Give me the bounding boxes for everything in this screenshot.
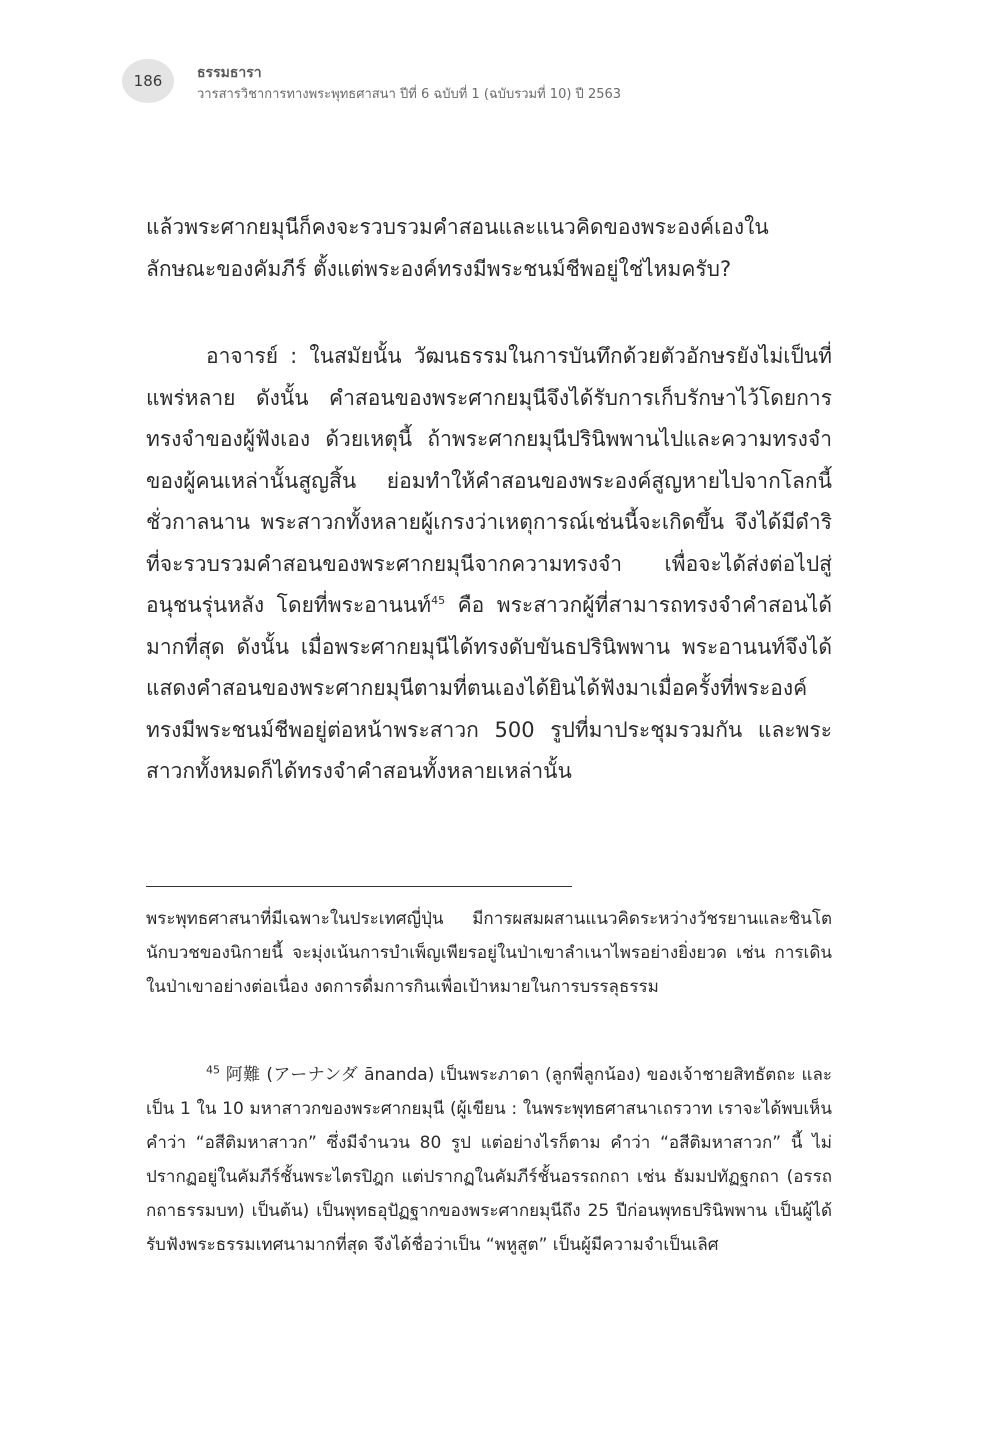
footnote-45-body: 阿難 (アーナンダ ānanda) เป็นพระภาดา (ลูกพี่ลูกน้อง) ของเจ้าชายสิทธัตถะ และเป็น 1 ใน 10 มหาสาวกของพระศากยมุนี (ผู้เขียน : ในพระพุทธศาสนาเถรวาท เราจะได้พบเห็นคำว่า “อสีติมหาสาวก” ซึ่งมีจำนวน 80 รูป แต่อย่างไรก็ตาม คำว่า “อสีติมหาสาวก” นี้ ไม่ปรากฏอยู่ในคัมภีร์ชั้นพระไตรปิฎก แต่ปรากฏในคัมภีร์ชั้นอรรถกถา เช่น ธัมมปทัฏฐกถา (อรรถกถาธรรมบท) เป็นต้น) เป็นพุทธอุปัฏฐากของพระศากยมุนีถึง 25 ปีก่อนพุทธปรินิพพาน เป็นผู้ได้รับฟังพระธรรมเทศนามากที่สุด จึงได้ชื่อว่าเป็น “พหูสูต” เป็นผู้มีความจำเป็นเลิศ <box>146 1065 832 1255</box>
footnote-separator <box>146 886 572 887</box>
footnote-ref-45[interactable]: 45 <box>431 594 446 607</box>
answer-text-part-2: คือ พระสาวกผู้ที่สามารถทรงจำคำสอนได้มากที่สุด ดังนั้น เมื่อพระศากยมุนีได้ทรงดับขันธปรินิพพาน พระอานนท์จึงได้แสดงคำสอนของพระศากยมุนีตามที่ตนเองได้ยินได้ฟังมาเมื่อครั้งที่พระองค์ทรงมีพระชนม์ชีพอยู่ต่อหน้าพระสาวก 500 รูปที่มาประชุมรวมกัน และพระสาวกทั้งหมดก็ได้ทรงจำคำสอนทั้งหลายเหล่านั้น <box>146 593 832 783</box>
question-text: แล้วพระศากยมุนีก็คงจะรวบรวมคำสอนและแนวคิดของพระองค์เองในลักษณะของคัมภีร์ ตั้งแต่พระองค์ทรงมีพระชนม์ชีพอยู่ใช่ไหมครับ? <box>146 215 769 281</box>
page-number: 186 <box>133 72 163 90</box>
answer-text <box>146 336 832 793</box>
answer-paragraph <box>146 336 832 793</box>
question-paragraph <box>146 207 832 290</box>
answer-text-part-1: อาจารย์ : ในสมัยนั้น วัฒนธรรมในการบันทึกด้วยตัวอักษรยังไม่เป็นที่แพร่หลาย ดังนั้น คำสอนของพระศากยมุนีจึงได้รับการเก็บรักษาไว้โดยการทรงจำของผู้ฟังเอง ด้วยเหตุนี้ ถ้าพระศากยมุนีปรินิพพานไปและความทรงจำของผู้คนเหล่านั้นสูญสิ้น ย่อมทำให้คำสอนของพระองค์สูญหายไปจากโลกนี้ชั่วกาลนาน พระสาวกทั้งหลายผู้เกรงว่าเหตุการณ์เช่นนี้จะเกิดขึ้น จึงได้มีดำริที่จะรวบรวมคำสอนของพระศากยมุนีจากความทรงจำ เพื่อจะได้ส่งต่อไปสู่อนุชนรุ่นหลัง โดยที่พระอานนท์ <box>146 344 832 617</box>
footnote-continued-text: พระพุทธศาสนาที่มีเฉพาะในประเทศญี่ปุ่น มีการผสมผสานแนวคิดระหว่างวัชรยานและชินโต นักบวชของนิกายนี้ จะมุ่งเน้นการบำเพ็ญเพียรอยู่ในป่าเขาลำเนาไพรอย่างยิ่งยวด เช่น การเดินในป่าเขาอย่างต่อเนื่อง งดการดื่มการกินเพื่อเป้าหมายในการบรรลุธรรม <box>146 909 832 997</box>
footnote-45-number: 45 <box>206 1063 220 1077</box>
footnote-45-text <box>146 1058 832 1262</box>
footnote-continued <box>146 902 832 1004</box>
page-number-badge <box>122 59 174 103</box>
journal-name: ธรรมธารา <box>197 65 262 81</box>
footnote-45 <box>146 1058 832 1262</box>
journal-issue: วารสารวิชาการทางพระพุทธศาสนา ปีที่ 6 ฉบับที่ 1 (ฉบับรวมที่ 10) ปี 2563 <box>197 87 622 102</box>
